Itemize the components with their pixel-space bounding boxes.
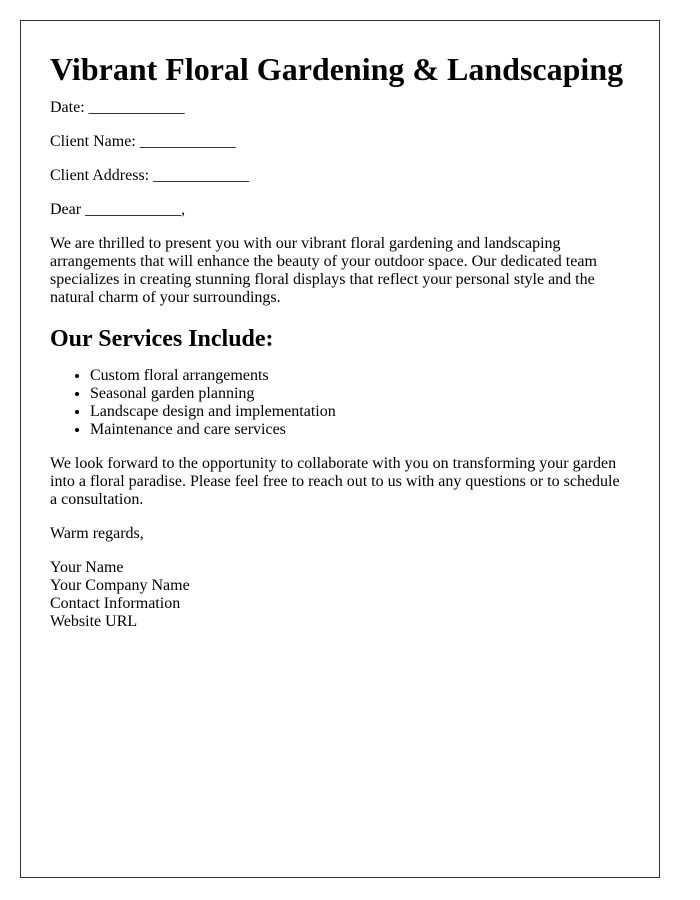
service-item: • Maintenance and care services: [90, 421, 630, 439]
intro-paragraph: We are thrilled to present you with our vibrant floral gardening and landscaping arrangements that will enhance the beauty of your outdoor space. Our dedicated team specializes in creating stunning floral displays that reflect your personal style and the natural charm of your surroundings.: [50, 235, 597, 306]
letter-title: Vibrant Floral Gardening & Landscaping: [50, 51, 624, 87]
service-item: • Landscape design and implementation: [90, 403, 630, 421]
signature-company: Your Company Name: [50, 577, 190, 594]
signature-name: Your Name: [50, 559, 124, 576]
letter-page: [20, 20, 660, 878]
salutation: Dear ____________,: [50, 201, 186, 218]
signature-contact: Contact Information: [50, 595, 181, 612]
client-address-field: Client Address: ____________: [50, 167, 250, 184]
date-field: Date: ____________: [50, 99, 185, 116]
services-list: [50, 367, 630, 439]
signature-website: Website URL: [50, 613, 138, 630]
closing-paragraph: We look forward to the opportunity to collaborate with you on transforming your garden into a floral paradise. Please feel free to reach out to us with any questions or to schedule a consultation.: [50, 455, 620, 508]
client-name-field: Client Name: ____________: [50, 133, 236, 150]
service-item: • Seasonal garden planning: [90, 385, 630, 403]
service-item: • Custom floral arrangements: [90, 367, 630, 385]
signature-block: [50, 559, 630, 631]
services-heading: Our Services Include:: [50, 326, 274, 352]
valediction: Warm regards,: [50, 525, 144, 542]
